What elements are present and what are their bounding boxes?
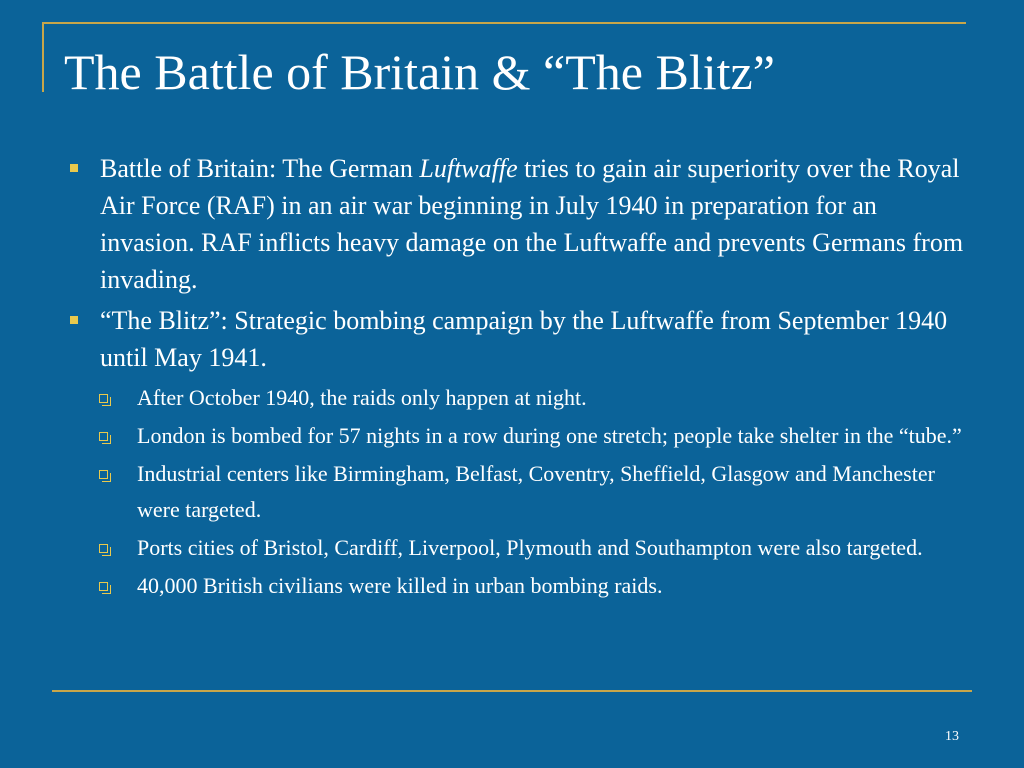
bullet-item <box>60 150 970 298</box>
hollow-square-icon <box>99 394 108 403</box>
hollow-square-icon <box>99 544 108 553</box>
sub-bullet-text: 40,000 British civilians were killed in urban bombing raids. <box>137 573 663 598</box>
filled-square-icon <box>70 164 78 172</box>
sub-bullet-list <box>60 380 970 604</box>
hollow-square-icon <box>99 470 108 479</box>
bullet-text-emphasis: Luftwaffe <box>419 154 518 183</box>
hollow-square-icon <box>99 582 108 591</box>
filled-square-icon <box>70 316 78 324</box>
sub-bullet-item <box>60 380 970 416</box>
sub-bullet-text: London is bombed for 57 nights in a row during one stretch; people take shelter in the “tube.” <box>137 423 962 448</box>
hollow-square-icon <box>99 432 108 441</box>
bullet-text-rest: tries to gain air superiority over the Royal Air Force (RAF) in an air war beginning in July 1940 in preparation for an invasion. RAF inflicts heavy damage on the Luftwaffe and prevents Germans from invading. <box>100 154 964 294</box>
page-number: 13 <box>945 729 959 744</box>
sub-bullet-item <box>60 456 970 528</box>
bullet-item <box>60 302 970 376</box>
slide-title: The Battle of Britain & “The Blitz” <box>64 44 775 100</box>
slide-content <box>60 150 970 606</box>
frame-bottom-line <box>52 690 972 692</box>
sub-bullet-item <box>60 418 970 454</box>
sub-bullet-text: Ports cities of Bristol, Cardiff, Liverpool, Plymouth and Southampton were also targeted. <box>137 535 923 560</box>
sub-bullet-text: Industrial centers like Birmingham, Belfast, Coventry, Sheffield, Glasgow and Manchester were targeted. <box>137 461 935 522</box>
frame-top-line <box>42 22 966 24</box>
bullet-text: “The Blitz”: Strategic bombing campaign by the Luftwaffe from September 1940 until May 1941. <box>100 306 948 372</box>
bullet-text-lead: Battle of Britain: The German <box>100 154 420 183</box>
sub-bullet-item <box>60 568 970 604</box>
sub-bullet-text: After October 1940, the raids only happen at night. <box>137 385 587 410</box>
frame-left-line <box>42 22 44 92</box>
sub-bullet-item <box>60 530 970 566</box>
